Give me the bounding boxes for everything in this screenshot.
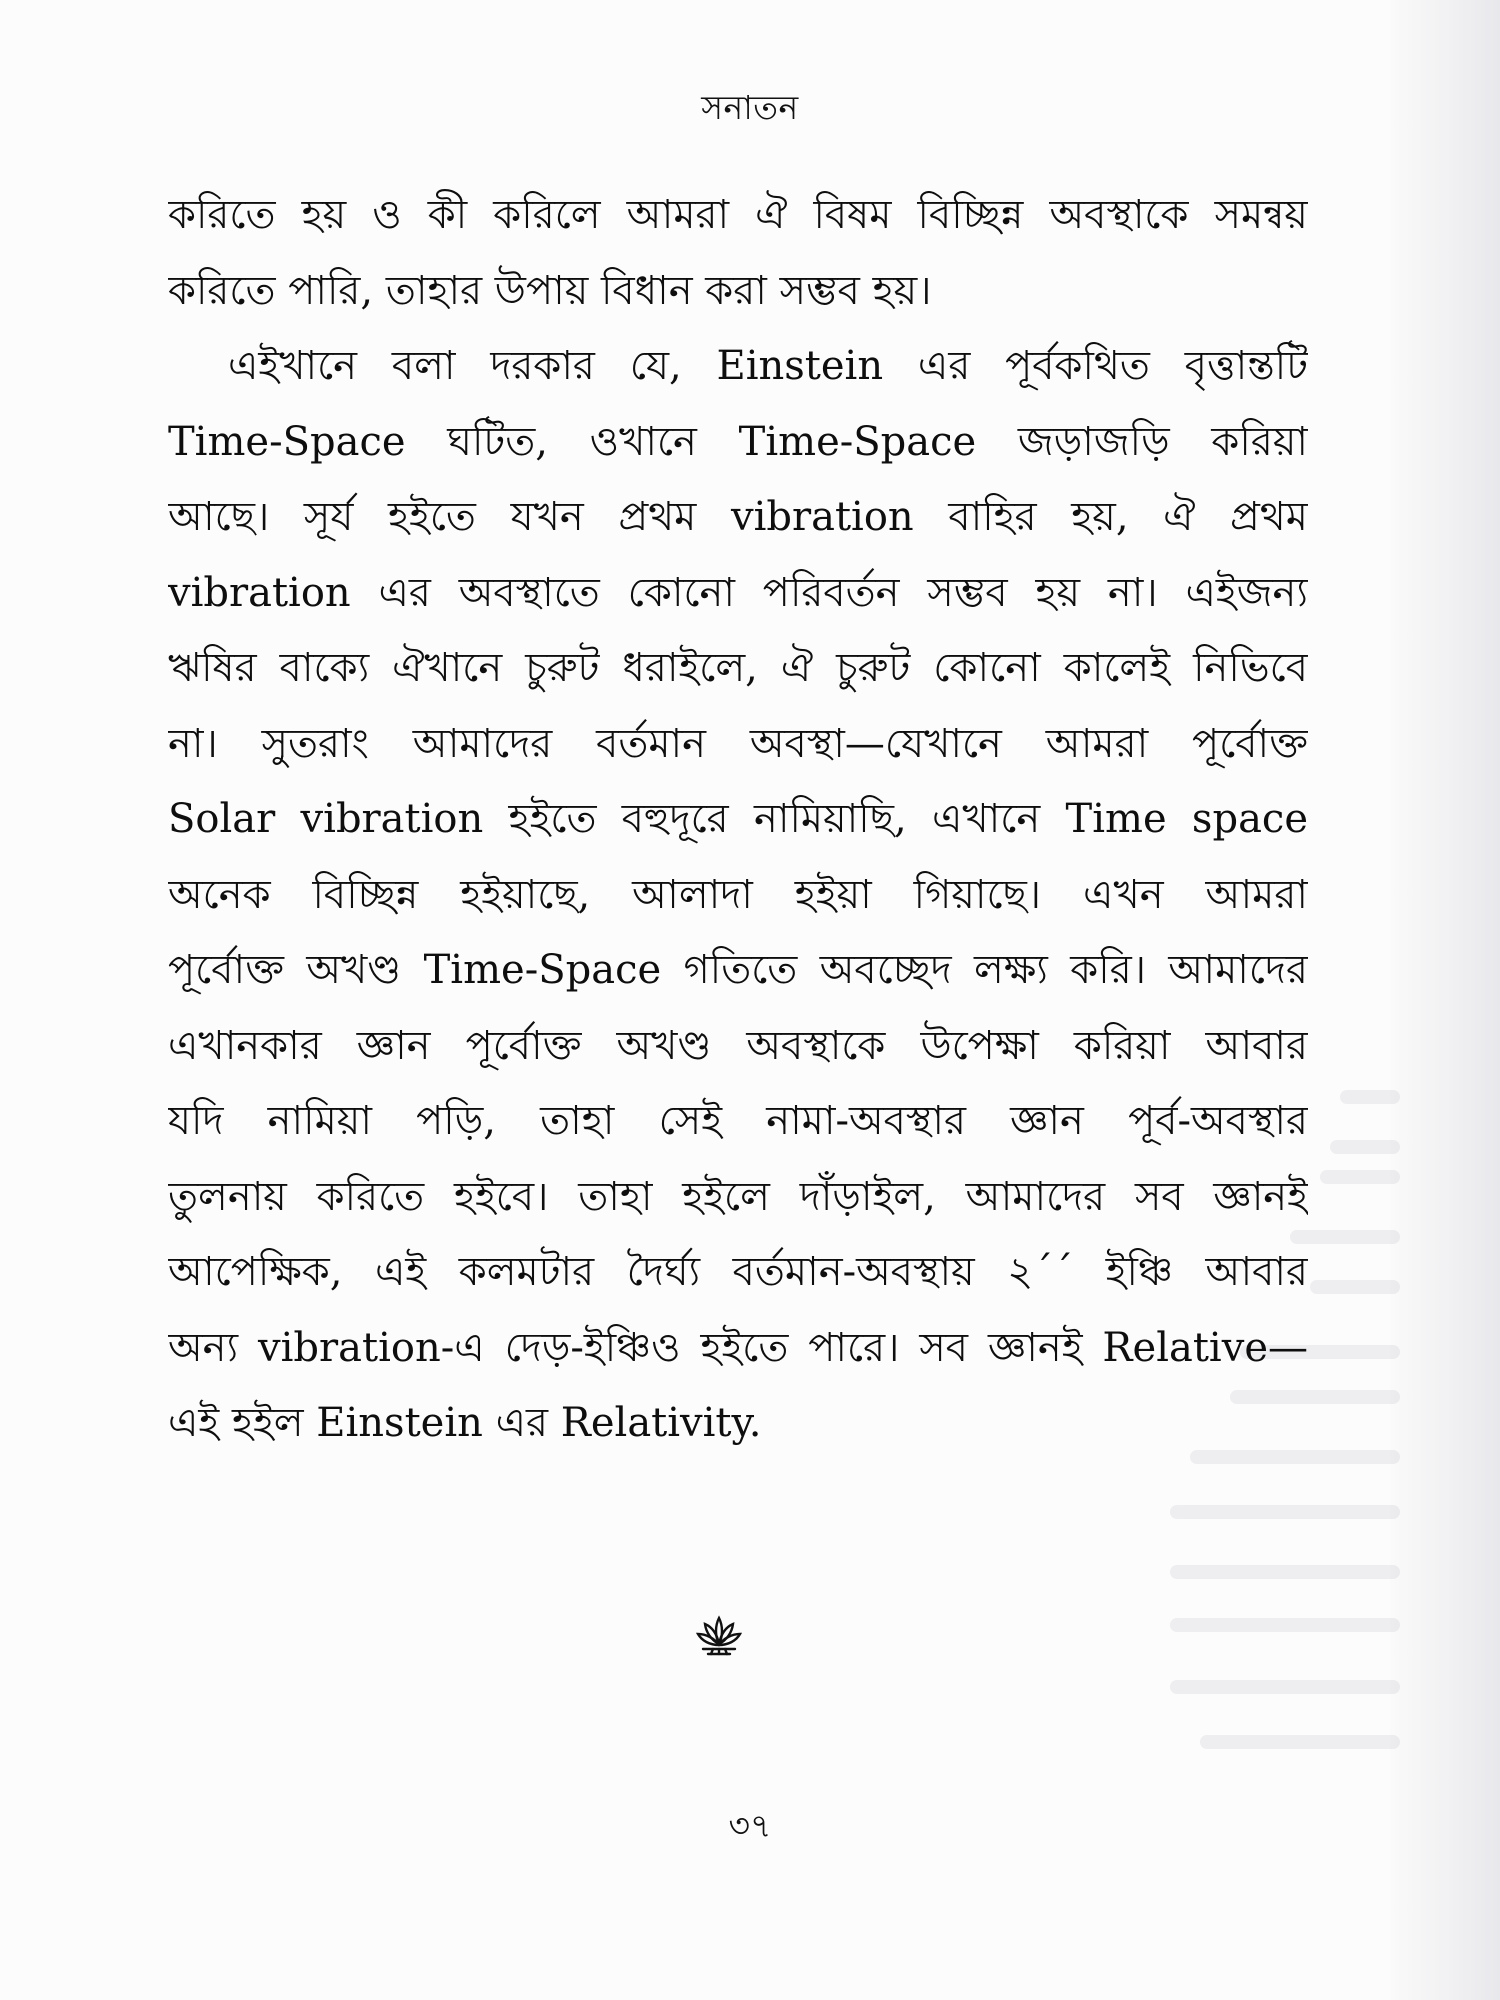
lotus-ornament-icon xyxy=(695,1614,743,1658)
text-line: অনেক বিচ্ছিন্ন হইয়াছে, আলাদা হইয়া গিয়াছে। এখন আমরা xyxy=(168,871,1308,918)
text-line: Time-Space ঘটিত, ওখানে Time-Space জড়াজড়ি করিয়া xyxy=(168,418,1308,465)
text-line: পূর্বোক্ত অখণ্ড Time-Space গতিতে অবচ্ছেদ লক্ষ্য করি। আমাদের xyxy=(168,947,1308,993)
text-line: না। সুতরাং আমাদের বর্তমান অবস্থা—যেখানে আমরা পূর্বোক্ত xyxy=(168,720,1308,767)
text-line: Solar vibration হইতে বহুদূরে নামিয়াছি, এখানে Time space xyxy=(168,796,1308,842)
text-line: করিতে হয় ও কী করিলে আমরা ঐ বিষম বিচ্ছিন্ন অবস্থাকে সমন্বয় xyxy=(168,192,1308,238)
text-line: vibration এর অবস্থাতে কোনো পরিবর্তন সম্ভব হয় না। এইজন্য xyxy=(168,569,1308,616)
text-line: আপেক্ষিক, এই কলমটার দৈর্ঘ্য বর্তমান-অবস্থায় ২´´ ইঞ্চি আবার xyxy=(168,1249,1308,1295)
body-paragraphs xyxy=(168,178,1308,1462)
text-line: তুলনায় করিতে হইবে। তাহা হইলে দাঁড়াইল, আমাদের সব জ্ঞানই xyxy=(168,1173,1308,1220)
text-line: যদি নামিয়া পড়ি, তাহা সেই নামা-অবস্থার জ্ঞান পূর্ব-অবস্থার xyxy=(168,1098,1308,1144)
text-line: অন্য vibration-এ দেড়-ইঞ্চিও হইতে পারে। সব জ্ঞানই Relative— xyxy=(168,1324,1308,1371)
page-edge-shadow xyxy=(1390,0,1500,2000)
running-head: সনাতন xyxy=(701,88,799,127)
text-line: এই হইল Einstein এর Relativity. xyxy=(168,1400,762,1446)
text-line: এইখানে বলা দরকার যে, Einstein এর পূর্বকথিত বৃত্তান্তটি xyxy=(228,343,1308,389)
text-line: ঋষির বাক্যে ঐখানে চুরুট ধরাইলে, ঐ চুরুট কোনো কালেই নিভিবে xyxy=(168,645,1308,691)
text-line: এখানকার জ্ঞান পূর্বোক্ত অখণ্ড অবস্থাকে উপেক্ষা করিয়া আবার xyxy=(168,1022,1308,1069)
page-number: ৩৭ xyxy=(728,1806,772,1845)
text-line: আছে। সূর্য হইতে যখন প্রথম vibration বাহির হয়, ঐ প্রথম xyxy=(168,494,1308,540)
text-line: করিতে পারি, তাহার উপায় বিধান করা সম্ভব হয়। xyxy=(168,267,932,314)
